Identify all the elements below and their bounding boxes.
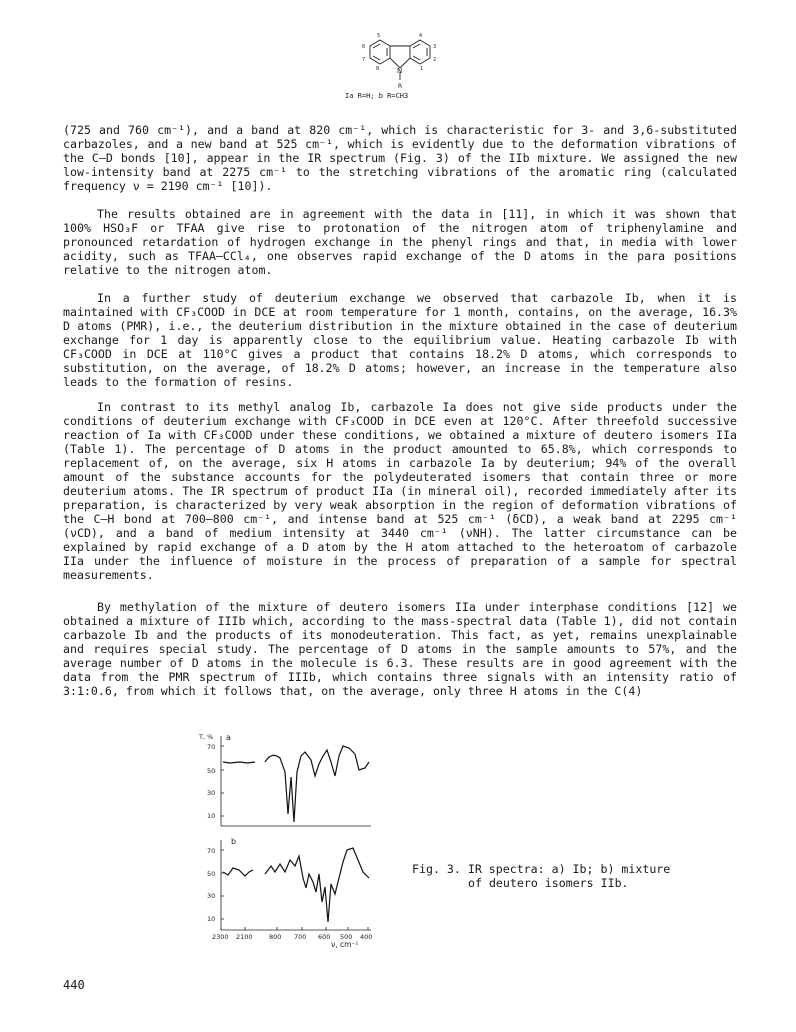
y-tick-b-50: 50 bbox=[207, 870, 216, 878]
structure-caption: Ia R=H; b R=CH3 bbox=[345, 92, 409, 100]
y-tick-a-50: 50 bbox=[207, 767, 216, 775]
figure-caption bbox=[412, 862, 712, 890]
x-tick-600: 600 bbox=[318, 933, 331, 941]
atom-label-2: 2 bbox=[433, 57, 437, 63]
atom-label-r: R bbox=[398, 83, 403, 90]
x-tick-500: 500 bbox=[340, 933, 353, 941]
spectrum-a-high-region bbox=[223, 762, 255, 763]
x-tick-2300: 2300 bbox=[212, 933, 229, 941]
atom-label-8: 8 bbox=[376, 66, 380, 72]
y-tick-a-30: 30 bbox=[207, 789, 216, 797]
spectrum-a-fingerprint-region bbox=[265, 746, 369, 822]
paragraph-3: In a further study of deuterium exchange we observed that carbazole Ib, when it is maintained with CF₃COOD in DCE at room temperature for 1 month, contains, on the average, 16.3% D atoms (PMR), i.e., the deuterium distribution in the mixture obtained in the case of deuterium exchange for 1 day is apparently close to the equilibrium value. Heating carbazole Ib with CF₃COOD in DCE at 110°C gives a product that contains 18.2% D atoms, which corresponds to substitution, on the average, of 18.2% D atoms; however, an increase in the temperature also leads to the formation of resins. bbox=[63, 291, 737, 389]
spectrum-b-fingerprint-region bbox=[265, 848, 369, 922]
figure-caption-line2: of deutero isomers IIb. bbox=[468, 876, 629, 890]
x-tick-700: 700 bbox=[294, 933, 307, 941]
y-tick-a-70: 70 bbox=[207, 743, 216, 751]
atom-label-4: 4 bbox=[419, 33, 423, 39]
ir-spectra-figure bbox=[195, 732, 395, 952]
atom-label-6: 6 bbox=[362, 44, 366, 50]
panel-a-label: a bbox=[226, 733, 231, 742]
x-tick-2100: 2100 bbox=[236, 933, 253, 941]
atom-label-3: 3 bbox=[433, 44, 437, 50]
atom-label-5: 5 bbox=[377, 33, 381, 39]
x-axis-label: ν, cm⁻¹ bbox=[331, 940, 359, 949]
spectrum-b-high-region bbox=[223, 868, 253, 876]
page-number: 440 bbox=[63, 978, 85, 992]
x-tick-800: 800 bbox=[269, 933, 282, 941]
paragraph-2: The results obtained are in agreement with the data in [11], in which it was shown that 100% HSO₃F or TFAA give rise to protonation of the nitrogen atom of triphenylamine and pronounced retardation of hydrogen exchange in the phenyl rings and that, in media with lower acidity, such as TFAA–CCl₄, one observes rapid exchange of the D atoms in the para positions relative to the nitrogen atom. bbox=[63, 207, 737, 277]
y-tick-b-10: 10 bbox=[207, 915, 216, 923]
paragraph-1: (725 and 760 cm⁻¹), and a band at 820 cm⁻¹, which is characteristic for 3- and 3,6-substituted carbazoles, and a new band at 525 cm⁻¹, which is evidently due to the deformation vibrations of the C–D bonds [10], appear in the IR spectrum (Fig. 3) of the IIb mixture. We assigned the new low-intensity band at 2275 cm⁻¹ to the stretching vibrations of the aromatic ring (calculated frequency ν = 2190 cm⁻¹ [10]). bbox=[63, 123, 737, 193]
panel-b-label: b bbox=[231, 837, 237, 846]
paragraph-5: By methylation of the mixture of deutero isomers IIa under interphase conditions [12] we obtained a mixture of IIIb which, according to the mass-spectral data (Table 1), did not contain carbazole Ib and the products of its monodeuteration. This fact, as yet, remains unexplainable and requires special study. The percentage of D atoms in the sample amounts to 57%, and the average number of D atoms in the molecule is 6.3. These results are in good agreement with the data from the PMR spectrum of IIIb, which contains three signals with an intensity ratio of 3:1:0.6, from which it follows that, on the average, only three H atoms in the C(4) bbox=[63, 600, 737, 698]
x-tick-400: 400 bbox=[360, 933, 373, 941]
atom-label-n: N bbox=[397, 67, 403, 75]
paragraph-4: In contrast to its methyl analog Ib, carbazole Ia does not give side products under the conditions of deuterium exchange with CF₃COOD in DCE even at 120°C. After threefold successive reaction of Ia with CF₃COOD under these conditions, we obtained a mixture of deutero isomers IIa (Table 1). The percentage of D atoms in the product amounted to 65.8%, which corresponds to replacement of, on the average, six H atoms in carbazole Ia by deuterium; 94% of the overall amount of the substance accounts for the polydeuterated isomers that contain three or more deuterium atoms. The IR spectrum of product IIa (in mineral oil), recorded immediately after its preparation, is characterized by very weak absorption in the region of deformation vibrations of the C–H bond at 700–800 cm⁻¹, and intense band at 525 cm⁻¹ (δCD), a weak band at 2295 cm⁻¹ (νCD), and a band of medium intensity at 3440 cm⁻¹ (νNH). The latter circumstance can be explained by rapid exchange of a D atom by the H atom attached to the heteroatom of carbazole IIa under the influence of moisture in the process of preparation of a sample for spectral measurements. bbox=[63, 400, 737, 582]
y-axis-label: T, % bbox=[199, 733, 214, 741]
y-tick-b-70: 70 bbox=[207, 847, 216, 855]
figure-caption-line1: Fig. 3. IR spectra: a) Ib; b) mixture bbox=[412, 862, 671, 876]
atom-label-7: 7 bbox=[362, 57, 366, 63]
atom-label-1: 1 bbox=[420, 66, 424, 72]
y-tick-a-10: 10 bbox=[207, 812, 216, 820]
y-tick-b-30: 30 bbox=[207, 892, 216, 900]
